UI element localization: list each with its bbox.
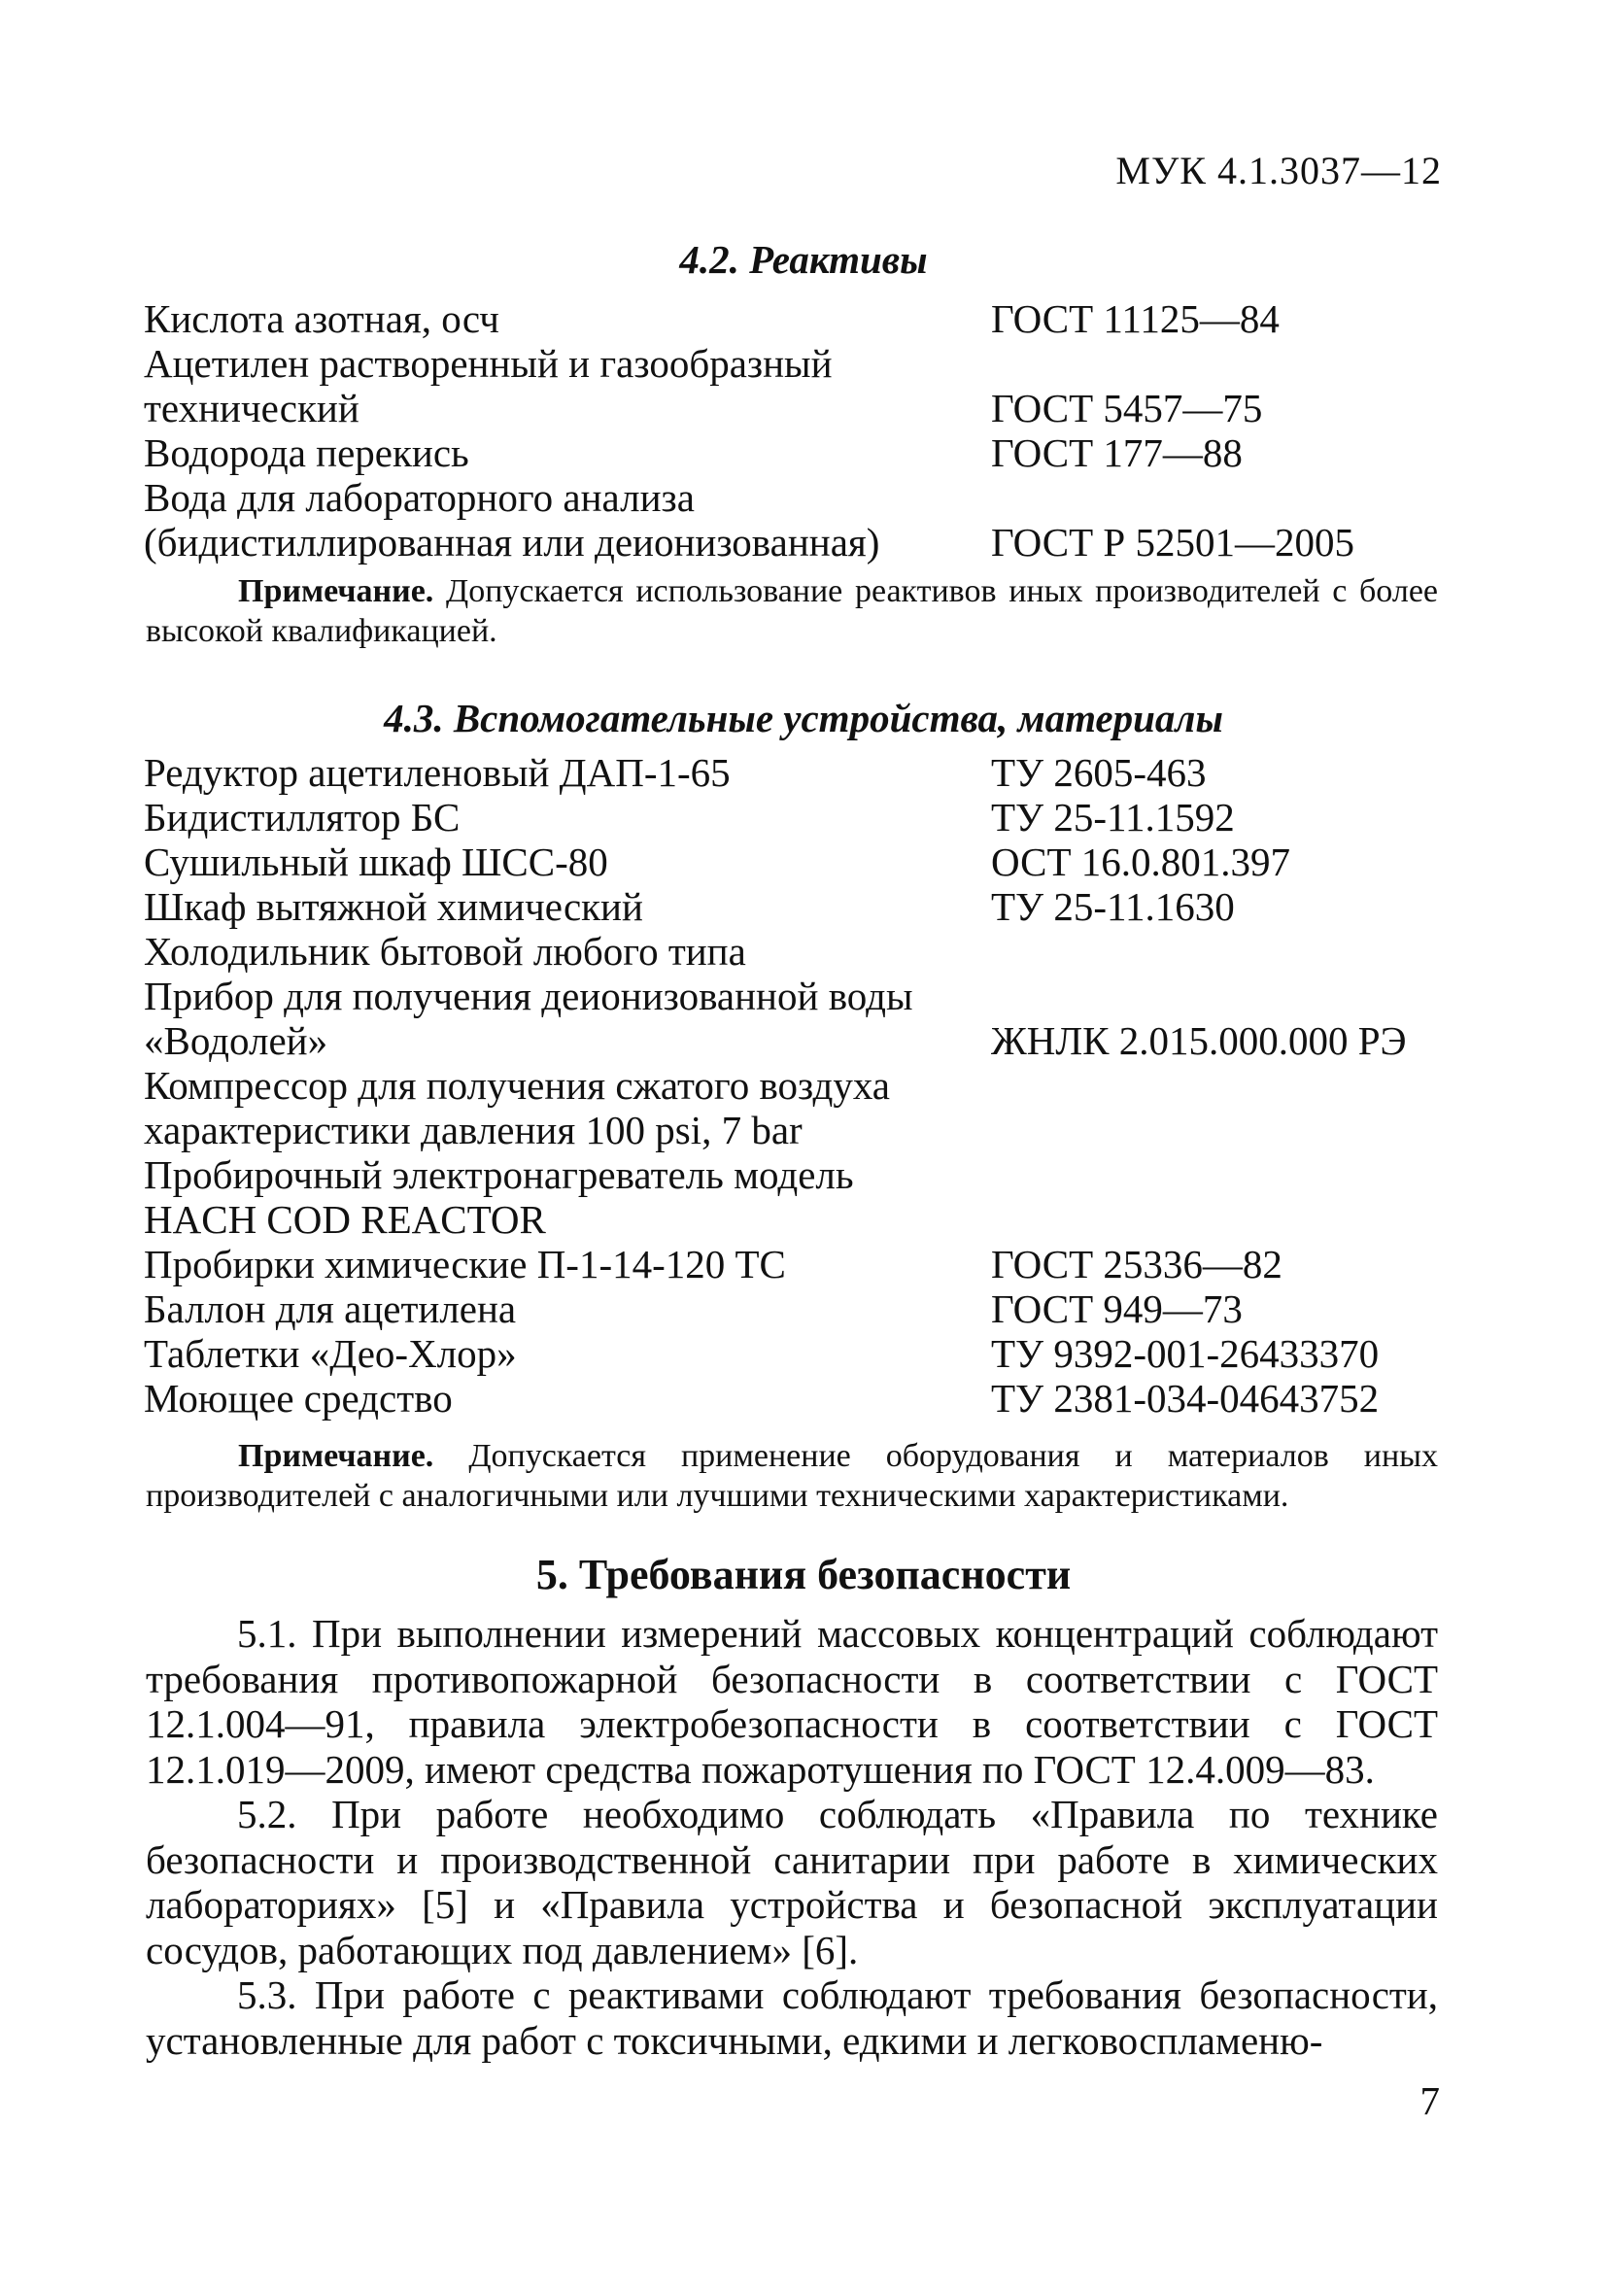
item-standard: ЖНЛК 2.015.000.000 РЭ: [991, 1018, 1407, 1063]
auxiliary-item: [144, 1242, 1455, 1286]
item-standard: ТУ 9392-001-26433370: [991, 1331, 1380, 1376]
page-number: 7: [1419, 2078, 1440, 2123]
reagent-name: Водорода перекись: [144, 430, 469, 475]
safety-body: [146, 1611, 1438, 2063]
reagent-item: [144, 475, 1455, 565]
reagents-section-title: 4.2. Реактивы: [679, 237, 928, 282]
reagent-name: Ацетилен растворенный и газообразный технический: [144, 341, 833, 430]
item-name: Моющее средство: [144, 1376, 453, 1421]
reagent-standard: ГОСТ 177—88: [991, 430, 1243, 475]
auxiliary-list: [144, 750, 1455, 1421]
item-standard: ТУ 2605-463: [991, 750, 1207, 795]
item-standard: ГОСТ 25336—82: [991, 1242, 1282, 1286]
auxiliary-item: [144, 1152, 1455, 1242]
item-standard: ОСТ 16.0.801.397: [991, 840, 1291, 884]
reagent-standard: ГОСТ 11125—84: [991, 296, 1280, 341]
item-name: Прибор для получения деионизованной воды «Водолей»: [144, 974, 913, 1063]
auxiliary-item: [144, 795, 1455, 840]
item-name: Пробирочный электронагреватель модель HACH COD REACTOR: [144, 1152, 854, 1242]
item-name: Сушильный шкаф ШСС-80: [144, 840, 608, 884]
auxiliary-item: [144, 840, 1455, 884]
auxiliary-section-title: 4.3. Вспомогательные устройства, материалы: [384, 696, 1223, 740]
note-label: Примечание.: [238, 1438, 434, 1474]
item-name: Пробирки химические П-1-14-120 ТС: [144, 1242, 786, 1286]
reagent-name: Вода для лабораторного анализа (бидистиллированная или деионизованная): [144, 475, 880, 565]
item-name: Таблетки «Део-Хлор»: [144, 1331, 517, 1376]
reagent-item: [144, 296, 1455, 341]
auxiliary-item: [144, 974, 1455, 1063]
auxiliary-item: [144, 1376, 1455, 1421]
auxiliary-item: [144, 1063, 1455, 1152]
item-standard: ТУ 25-11.1630: [991, 884, 1235, 929]
item-name: Компрессор для получения сжатого воздуха характеристики давления 100 psi, 7 bar: [144, 1063, 891, 1152]
reagent-standard: ГОСТ Р 52501—2005: [991, 520, 1354, 565]
item-name: Холодильник бытовой любого типа: [144, 929, 746, 974]
note-text: Допускается применение оборудования и материалов иных производителей с аналогичными или лучшими техническими характеристиками.: [146, 1438, 1438, 1514]
document-code: МУК 4.1.3037—12: [1115, 149, 1442, 192]
reagent-standard: ГОСТ 5457—75: [991, 386, 1263, 430]
auxiliary-item: [144, 750, 1455, 795]
safety-paragraph: 5.3. При работе с реактивами соблюдают требования безопасности, установленные для работ с токсичными, едкими и легковоспламеню-: [146, 1972, 1438, 2063]
safety-paragraph: 5.2. При работе необходимо соблюдать «Правила по технике безопасности и производственной санитарии при работе в химических лабораториях» [5] и «Правила устройства и безопасной эксплуатации сосудов, работающих под давлением» [6].: [146, 1792, 1438, 1972]
note-text: Допускается использование реактивов иных производителей с более высокой квалификацией.: [146, 573, 1438, 649]
safety-paragraph: 5.1. При выполнении измерений массовых концентраций соблюдают требования противопожарной безопасности в соответствии с ГОСТ 12.1.004—91, правила электробезопасности в соответствии с ГОСТ 12.1.019—2009, имеют средства пожаротушения по ГОСТ 12.4.009—83.: [146, 1611, 1438, 1792]
reagents-note: [146, 571, 1438, 651]
item-standard: ТУ 2381-034-04643752: [991, 1376, 1380, 1421]
auxiliary-item: [144, 1286, 1455, 1331]
auxiliary-note: [146, 1436, 1438, 1516]
safety-section-title: 5. Требования безопасности: [535, 1551, 1072, 1598]
item-standard: ТУ 25-11.1592: [991, 795, 1235, 840]
auxiliary-item: [144, 929, 1455, 974]
item-name: Шкаф вытяжной химический: [144, 884, 643, 929]
auxiliary-item: [144, 1331, 1455, 1376]
reagents-list: [144, 296, 1455, 565]
note-label: Примечание.: [238, 573, 434, 609]
item-standard: ГОСТ 949—73: [991, 1286, 1243, 1331]
reagent-item: [144, 341, 1455, 430]
reagent-name: Кислота азотная, осч: [144, 296, 499, 341]
item-name: Редуктор ацетиленовый ДАП-1-65: [144, 750, 731, 795]
auxiliary-item: [144, 884, 1455, 929]
reagent-item: [144, 430, 1455, 475]
item-name: Баллон для ацетилена: [144, 1286, 517, 1331]
item-name: Бидистиллятор БС: [144, 795, 461, 840]
